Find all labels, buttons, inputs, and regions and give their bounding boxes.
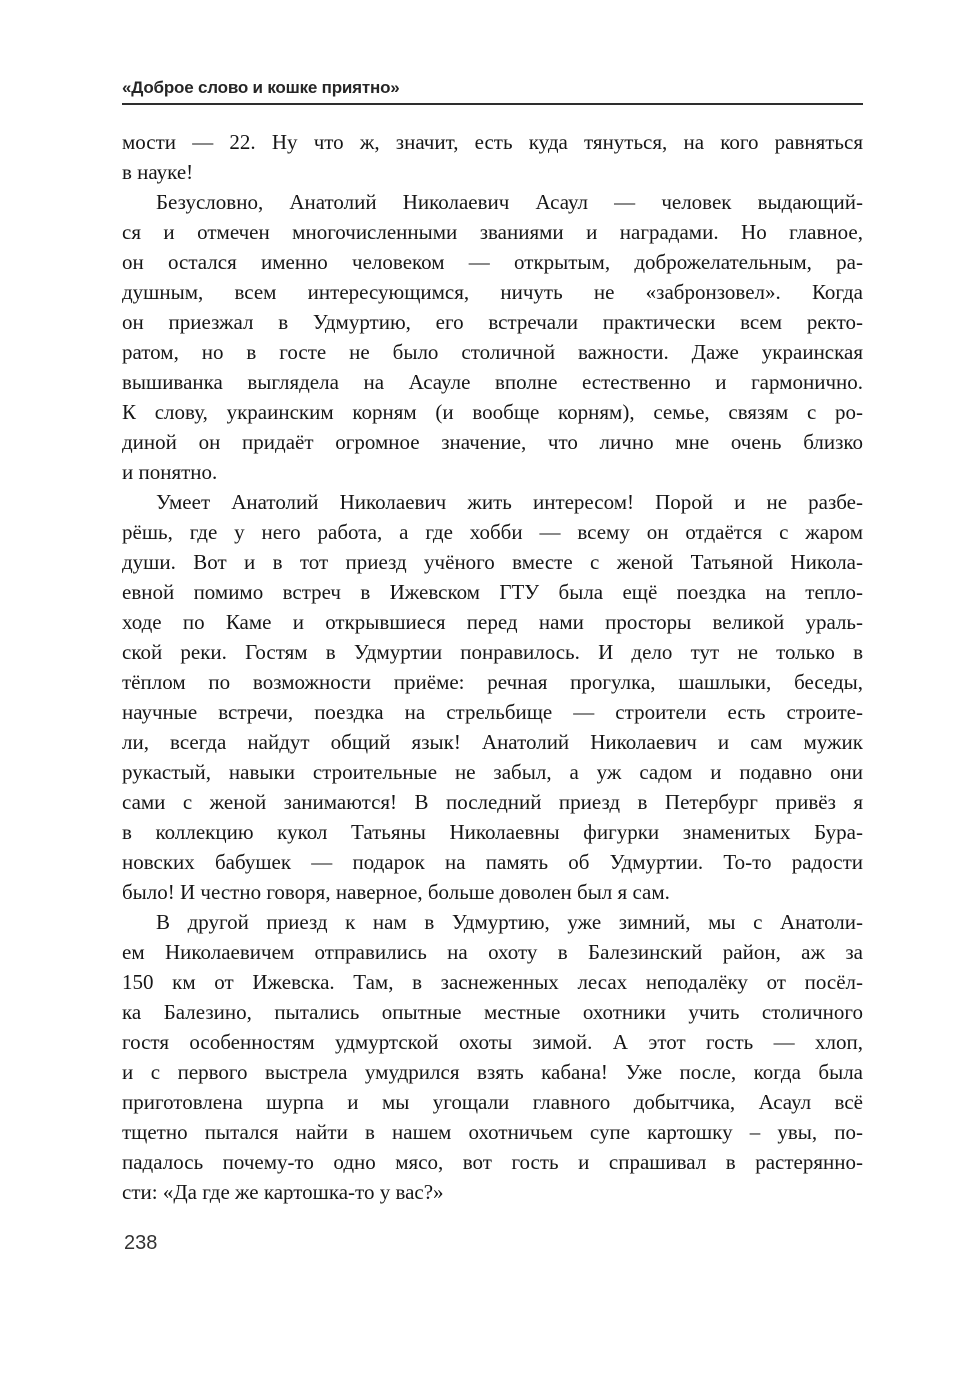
text-line: падалось почему-то одно мясо, вот гость и спрашивал в растерянно- <box>122 1150 863 1174</box>
text-line: в коллекцию кукол Татьяны Николаевны фигурки знаменитых Бура- <box>122 820 863 844</box>
paragraph <box>122 187 863 487</box>
text-line: 150 км от Ижевска. Там, в заснеженных лесах неподалёку от посёл- <box>122 970 863 994</box>
text-line: рукастый, навыки строительные не забыл, а уж садом и подавно они <box>122 760 863 784</box>
text-line: новских бабушек — подарок на память об Удмуртии. То-то радости <box>122 850 863 874</box>
text-line: рёшь, где у него работа, а где хобби — всему он отдаётся с жаром <box>122 520 863 544</box>
text-line: ской реки. Гостям в Удмуртии понравилось. И дело тут не только в <box>122 640 863 664</box>
page-number: 238 <box>124 1232 158 1254</box>
text-line: тёплом по возможности приёме: речная прогулка, шашлыки, беседы, <box>122 670 863 694</box>
text-line: тщетно пытался найти в нашем охотничьем супе картошку – увы, по- <box>122 1120 863 1144</box>
text-line: и с первого выстрела умудрился взять кабана! Уже после, когда была <box>122 1060 863 1084</box>
text-line: сами с женой занимаются! В последний приезд в Петербург привёз я <box>122 790 863 814</box>
text-line: он остался именно человеком — открытым, доброжелательным, ра- <box>122 250 863 274</box>
text-block <box>122 127 863 1207</box>
running-header <box>122 78 863 105</box>
paragraph <box>122 487 863 907</box>
text-line: В другой приезд к нам в Удмуртию, уже зимний, мы с Анатоли- <box>156 910 863 934</box>
text-line: приготовлена шурпа и мы угощали главного добытчика, Асаул всё <box>122 1090 863 1114</box>
text-line: душным, всем интересующимся, ничуть не «забронзовел». Когда <box>122 280 863 304</box>
text-line: диной он придаёт огромное значение, что лично мне очень близко <box>122 430 863 454</box>
text-line: ратом, но в госте не было столичной важности. Даже украинская <box>122 340 863 364</box>
text-line: мости — 22. Ну что ж, значит, есть куда тянуться, на кого равняться <box>122 130 863 154</box>
text-line: он приезжал в Удмуртию, его встречали практически всем ректо- <box>122 310 863 334</box>
text-line: евной помимо встреч в Ижевском ГТУ была ещё поездка на тепло- <box>122 580 863 604</box>
text-line: Безусловно, Анатолий Николаевич Асаул — человек выдающий- <box>156 190 863 214</box>
text-line: ка Балезино, пытались опытные местные охотники учить столичного <box>122 1000 863 1024</box>
text-line: вышиванка выглядела на Асауле вполне естественно и гармонично. <box>122 370 863 394</box>
text-line: К слову, украинским корням (и вообще корням), семье, связям с ро- <box>122 400 863 424</box>
header-rule <box>122 103 863 105</box>
text-line: ся и отмечен многочисленными званиями и наградами. Но главное, <box>122 220 863 244</box>
text-line: Умеет Анатолий Николаевич жить интересом! Порой и не разбе- <box>156 490 863 514</box>
paragraph <box>122 907 863 1207</box>
text-line: ем Николаевичем отправились на охоту в Балезинский район, аж за <box>122 940 863 964</box>
text-line: ходе по Каме и открывшиеся перед нами просторы великой ураль- <box>122 610 863 634</box>
running-header-title: «Доброе слово и кошке приятно» <box>122 78 400 97</box>
text-line: в науке! <box>122 160 194 184</box>
text-line: гостя особенностям удмуртской охоты зимой. А этот гость — хлоп, <box>122 1030 863 1054</box>
text-line: и понятно. <box>122 460 218 484</box>
text-line: ли, всегда найдут общий язык! Анатолий Николаевич и сам мужик <box>122 730 863 754</box>
paragraph <box>122 127 863 187</box>
text-line: было! И честно говоря, наверное, больше доволен был я сам. <box>122 880 670 904</box>
text-line: души. Вот и в тот приезд учёного вместе с женой Татьяной Никола- <box>122 550 863 574</box>
text-line: сти: «Да где же картошка-то у вас?» <box>122 1180 444 1204</box>
text-line: научные встречи, поездка на стрельбище — строители есть строите- <box>122 700 863 724</box>
